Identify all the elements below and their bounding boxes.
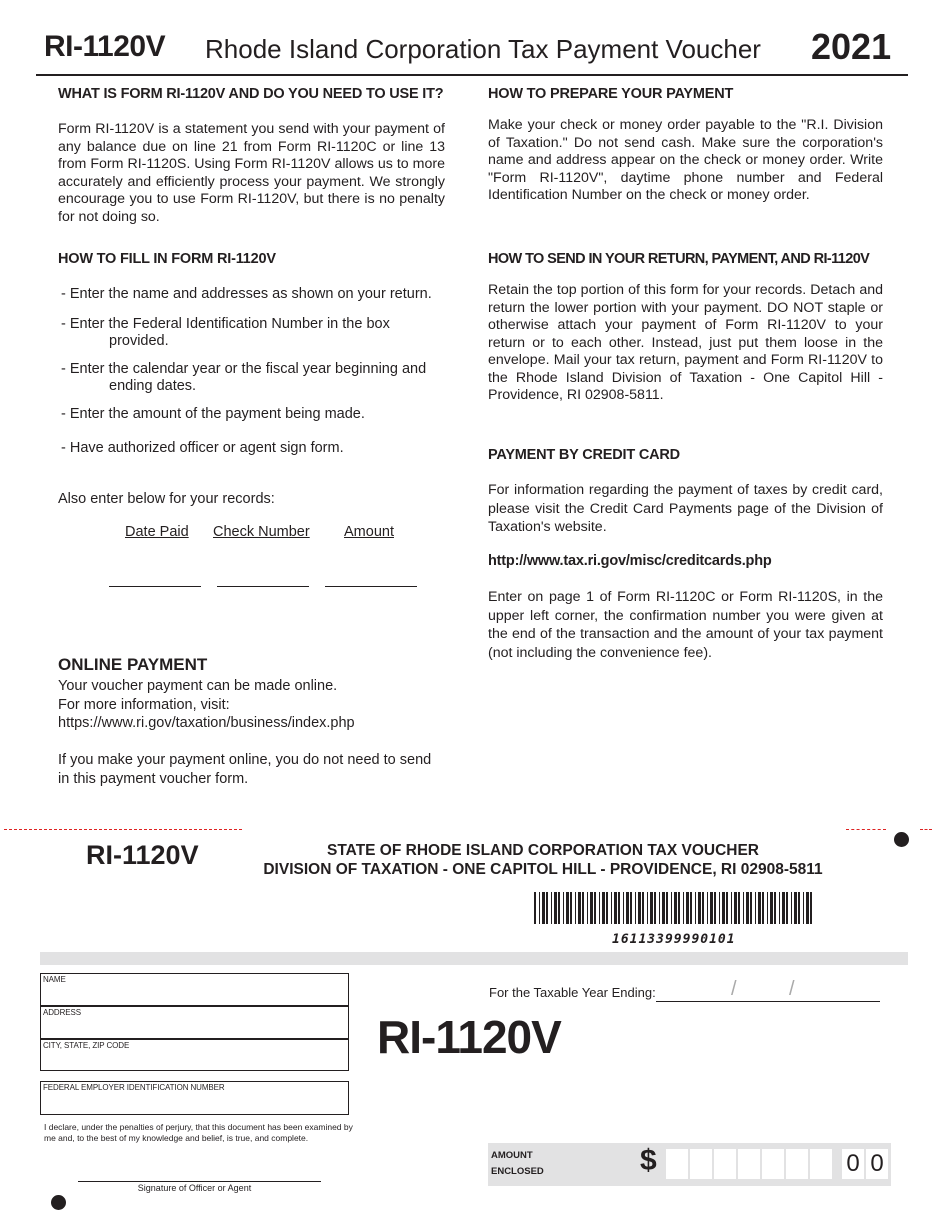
fill-heading: HOW TO FILL IN FORM RI-1120V bbox=[58, 251, 276, 267]
records-intro: Also enter below for your records: bbox=[58, 491, 275, 507]
amount-enclosed-box bbox=[488, 1143, 891, 1186]
date-separator: / bbox=[789, 978, 795, 1000]
cc-body: For information regarding the payment of taxes by credit card, please visit the Credit Card Payments page of the Division of Taxation's website. bbox=[488, 482, 883, 535]
address-label: ADDRESS bbox=[43, 1008, 81, 1017]
taxable-year-input[interactable] bbox=[656, 1001, 880, 1002]
date-separator: / bbox=[731, 978, 737, 1000]
records-col-date: Date Paid bbox=[125, 524, 189, 540]
what-heading: WHAT IS FORM RI-1120V AND DO YOU NEED TO USE IT? bbox=[58, 86, 444, 102]
form-title: Rhode Island Corporation Tax Payment Voucher bbox=[205, 34, 761, 64]
cut-line-right bbox=[846, 829, 886, 830]
signature-line[interactable] bbox=[78, 1181, 321, 1182]
online-note: If you make your payment online, you do not need to send in this payment voucher form. bbox=[58, 752, 432, 787]
instruction-item: - Enter the name and addresses as shown on your return. bbox=[61, 286, 432, 302]
prepare-heading: HOW TO PREPARE YOUR PAYMENT bbox=[488, 86, 734, 102]
instruction-item: - Have authorized officer or agent sign form. bbox=[61, 440, 344, 456]
voucher-title: STATE OF RHODE ISLAND CORPORATION TAX VOUCHER DIVISION OF TAXATION - ONE CAPITOL HILL - PROVIDENCE, RI 02908-5811 bbox=[263, 842, 823, 878]
city-label: CITY, STATE, ZIP CODE bbox=[43, 1041, 130, 1050]
amount-cents-digit: 0 bbox=[842, 1149, 864, 1179]
barcode-number: 16113399990101 bbox=[612, 932, 736, 947]
voucher-form-id: RI-1120V bbox=[86, 840, 199, 870]
amount-line[interactable] bbox=[325, 586, 417, 587]
registration-mark bbox=[51, 1195, 66, 1210]
gray-band bbox=[40, 952, 908, 965]
registration-mark bbox=[894, 832, 909, 847]
send-heading: HOW TO SEND IN YOUR RETURN, PAYMENT, AND RI-1120V bbox=[488, 251, 870, 267]
online-text: Your voucher payment can be made online. For more information, visit: https://www.ri.gov/taxation/business/index.php bbox=[58, 678, 355, 731]
instruction-item: - Enter the amount of the payment being made. bbox=[61, 406, 365, 422]
amount-digit-cell[interactable] bbox=[762, 1149, 784, 1179]
instruction-item: - Enter the calendar year or the fiscal year beginning and ending dates. bbox=[61, 361, 427, 394]
declaration: I declare, under the penalties of perjury, that this document has been examined by me and, to the best of my knowledge and belief, is true, and complete. bbox=[44, 1122, 353, 1143]
amount-digit-cell[interactable] bbox=[666, 1149, 688, 1179]
send-body: Retain the top portion of this form for your records. Detach and return the lower portion with your payment. DO NOT staple or otherwise attach your payment of Form RI-1120V to your return or to each other. Instead, just put them loose in the envelope. Mail your tax return, payment and Form RI-1120V to the Rhode Island Division of Taxation - One Capitol Hill - Providence, RI 02908-5811. bbox=[488, 282, 883, 403]
form-id: RI-1120V bbox=[44, 30, 166, 63]
fein-label: FEDERAL EMPLOYER IDENTIFICATION NUMBER bbox=[43, 1083, 225, 1092]
dollar-sign: $ bbox=[640, 1144, 657, 1177]
cc-url[interactable]: http://www.tax.ri.gov/misc/creditcards.php bbox=[488, 553, 772, 569]
prepare-body: Make your check or money order payable to the "R.I. Division of Taxation." Do not send cash. Make sure the corporation's name and address appear on the check or money order. Write "Form RI-1120V", daytime phone number and Federal Identification Number on the check or money order. bbox=[488, 117, 883, 203]
cc-heading: PAYMENT BY CREDIT CARD bbox=[488, 447, 680, 463]
tax-year: 2021 bbox=[811, 26, 892, 67]
records-col-amount: Amount bbox=[344, 524, 394, 540]
taxable-year-label: For the Taxable Year Ending: bbox=[489, 985, 656, 1000]
amount-cents-digit: 0 bbox=[866, 1149, 888, 1179]
cut-line-right-end bbox=[920, 829, 932, 830]
name-label: NAME bbox=[43, 975, 66, 984]
amount-digit-cell[interactable] bbox=[690, 1149, 712, 1179]
name-field[interactable] bbox=[41, 974, 348, 1006]
amount-digit-cell[interactable] bbox=[786, 1149, 808, 1179]
city-state-zip-field[interactable] bbox=[41, 1040, 348, 1070]
date-paid-line[interactable] bbox=[109, 586, 201, 587]
amount-digit-cell[interactable] bbox=[738, 1149, 760, 1179]
signature-label: Signature of Officer or Agent bbox=[137, 1183, 252, 1193]
address-field[interactable] bbox=[41, 1007, 348, 1039]
check-number-line[interactable] bbox=[217, 586, 309, 587]
barcode bbox=[534, 892, 818, 924]
online-heading: ONLINE PAYMENT bbox=[58, 655, 208, 674]
amount-label: AMOUNT ENCLOSED bbox=[491, 1150, 544, 1177]
records-col-check: Check Number bbox=[213, 524, 310, 540]
barcode-bar bbox=[812, 892, 815, 924]
amount-digit-cell[interactable] bbox=[810, 1149, 832, 1179]
instruction-item: - Enter the Federal Identification Number in the box provided. bbox=[61, 316, 390, 349]
what-body: Form RI-1120V is a statement you send with your payment of any balance due on line 21 from Form RI-1120C or line 13 from Form RI-1120S. Using Form RI-1120V allows us to more accurately and efficiently process your payment. We strongly encourage you to use Form RI-1120V, but there is no penalty for not doing so. bbox=[58, 121, 445, 225]
voucher-big-form-id: RI-1120V bbox=[377, 1011, 561, 1063]
amount-digit-cell[interactable] bbox=[714, 1149, 736, 1179]
fein-field[interactable] bbox=[40, 1081, 349, 1115]
taxpayer-info-box bbox=[40, 973, 349, 1071]
header-rule bbox=[36, 74, 908, 76]
cc-body2: Enter on page 1 of Form RI-1120C or Form RI-1120S, in the upper left corner, the confirmation number you were given at the end of the transaction and the amount of your tax payment (not including the convenience fee). bbox=[488, 589, 883, 661]
cut-line-left bbox=[4, 829, 242, 830]
